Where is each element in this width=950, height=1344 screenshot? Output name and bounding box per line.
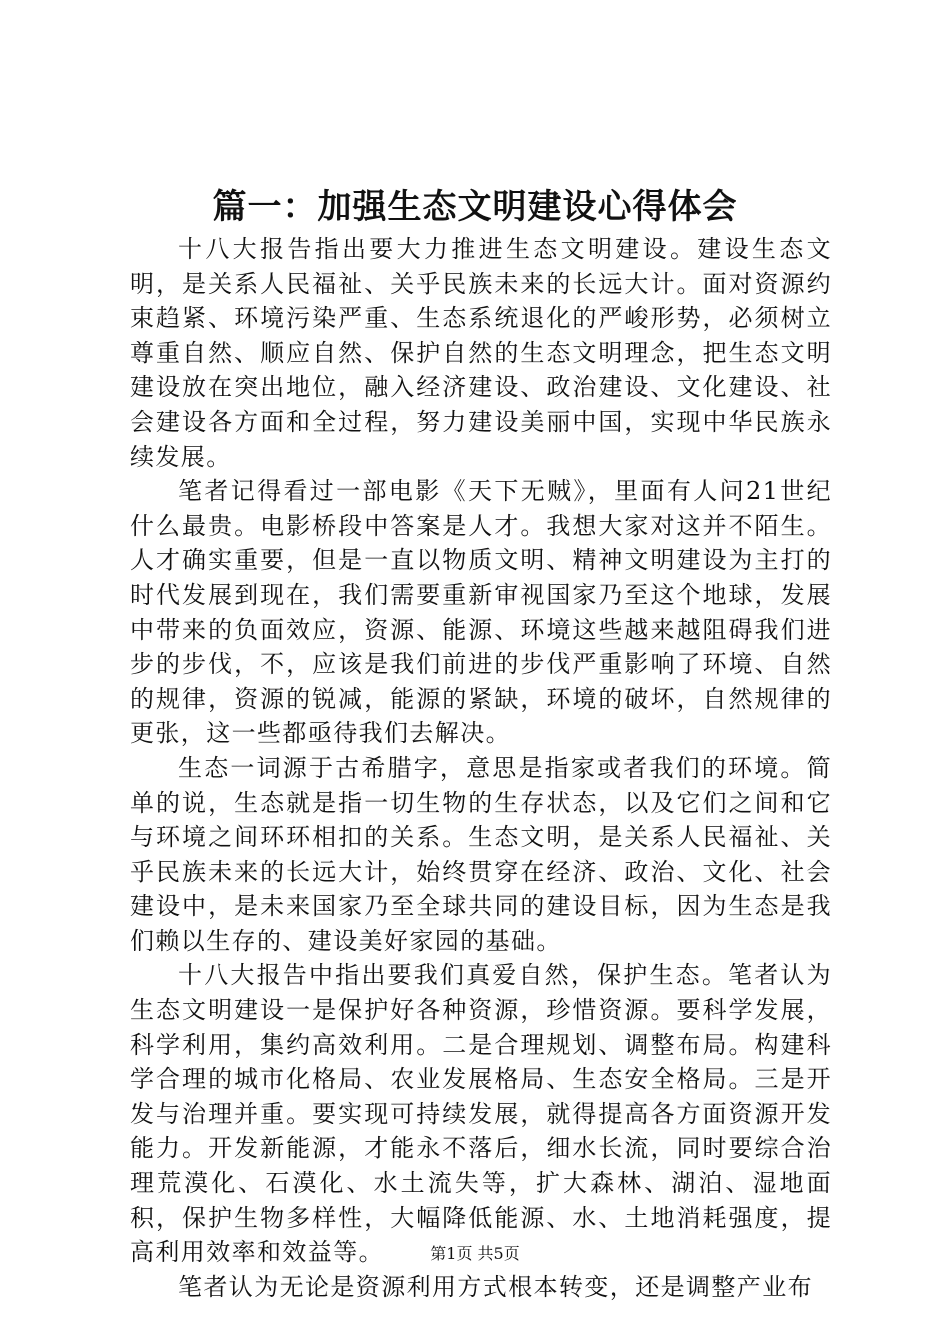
paragraph-3: 生态一词源于古希腊字，意思是指家或者我们的环境。简单的说，生态就是指一切生物的生存状态，以及它们之间和它与环境之间环环相扣的关系。生态文明，是关系人民福祉、关乎民族未来的长远大计，始终贯穿在经济、政治、文化、社会建设中，是未来国家乃至全球共同的建设目标，因为生态是我们赖以生存的、建设美好家园的基础。 (130, 753, 832, 955)
document-title: 篇一：加强生态文明建设心得体会 (212, 187, 738, 227)
paragraph-1: 十八大报告指出要大力推进生态文明建设。建设生态文明，是关系人民福祉、关乎民族未来的长远大计。面对资源约束趋紧、环境污染严重、生态系统退化的严峻形势，必须树立尊重自然、顺应自然、保护自然的生态文明理念，把生态文明建设放在突出地位，融入经济建设、政治建设、文化建设、社会建设各方面和全过程，努力建设美丽中国，实现中华民族永续发展。 (130, 235, 832, 471)
paragraph-5: 笔者认为无论是资源利用方式根本转变，还是调整产业布 (178, 1272, 813, 1301)
paragraph-4: 十八大报告中指出要我们真爱自然，保护生态。笔者认为生态文明建设一是保护好各种资源，珍惜资源。要科学发展，科学利用，集约高效利用。二是合理规划、调整布局。构建科学合理的城市化格局、农业发展格局、生态安全格局。三是开发与治理并重。要实现可持续发展，就得提高各方面资源开发能力。开发新能源，才能永不落后，细水长流，同时要综合治理荒漠化、石漠化、水土流失等，扩大森林、湖泊、湿地面积，保护生物多样性，大幅降低能源、水、土地消耗强度，提高利用效率和效益等。 (130, 961, 832, 1267)
page-footer: 第1页 共5页 (430, 1244, 520, 1263)
paragraph-2: 笔者记得看过一部电影《天下无贼》，里面有人问21世纪什么最贵。电影桥段中答案是人才。我想大家对这并不陌生。人才确实重要，但是一直以物质文明、精神文明建设为主打的时代发展到现在，我们需要重新审视国家乃至这个地球，发展中带来的负面效应，资源、能源、环境这些越来越阻碍我们进步的步伐，不，应该是我们前进的步伐严重影响了环境、自然的规律，资源的锐减，能源的紧缺，环境的破坏，自然规律的更张，这一些都亟待我们去解决。 (130, 477, 832, 748)
document-body (130, 232, 832, 1304)
